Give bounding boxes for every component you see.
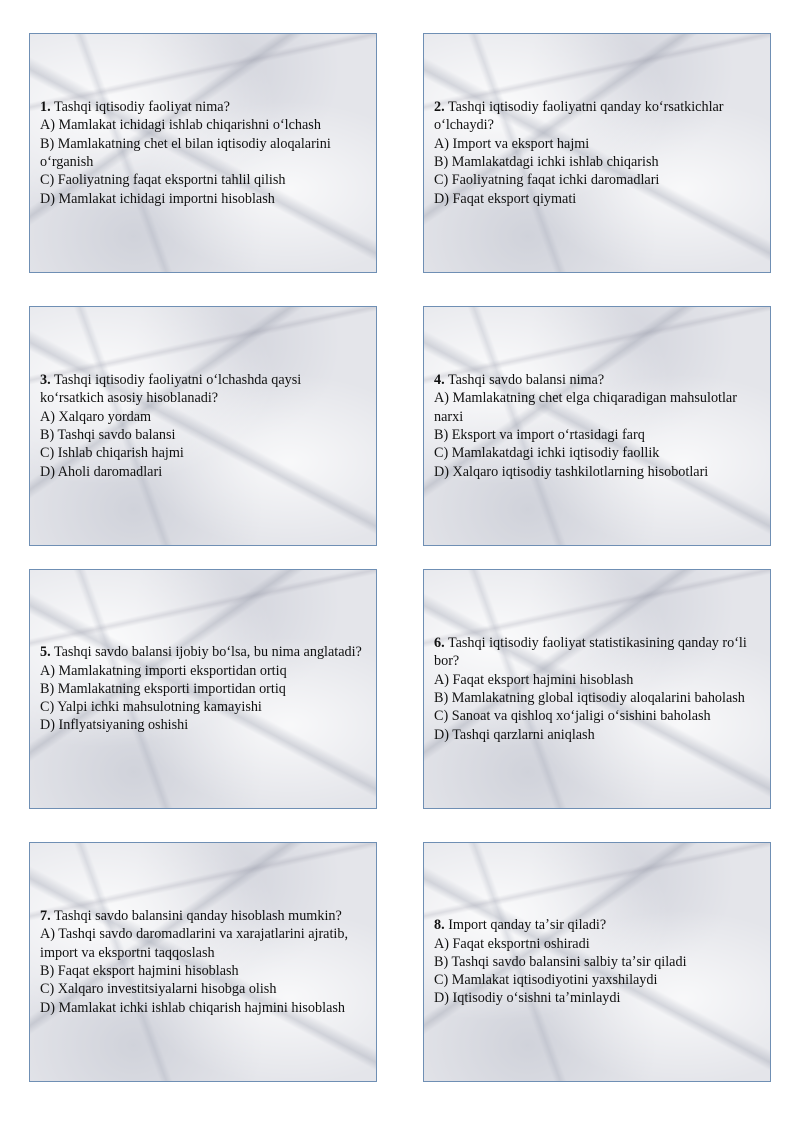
option-a: A) Faqat eksportni oshiradi: [434, 935, 590, 952]
option-d: D) Iqtisodiy oʻsishni taʼminlaydi: [434, 990, 621, 1007]
question-card-7: [29, 842, 377, 1082]
option-c: C) Mamlakat iqtisodiyotini yaxshilaydi: [434, 972, 658, 989]
question-text: [40, 907, 366, 925]
question-label: Tashqi savdo balansini qanday hisoblash mumkin?: [53, 908, 342, 925]
option-b: B) Mamlakatning chet el bilan iqtisodiy aloqalarini oʻrganish: [40, 135, 331, 170]
question-text: [40, 643, 362, 661]
option-d: D) Xalqaro iqtisodiy tashkilotlarning hisobotlari: [434, 463, 709, 480]
question-label: Tashqi savdo balansi ijobiy boʻlsa, bu nima anglatadi?: [53, 644, 362, 661]
option-a: A) Tashqi savdo daromadlarini va xarajatlarini ajratib, import va eksportni taqqoslash: [40, 926, 349, 961]
option-a: A) Mamlakatning chet elga chiqaradigan mahsulotlar narxi: [434, 390, 737, 425]
option-c: C) Faoliyatning faqat eksportni tahlil qilish: [40, 172, 286, 189]
question-number: 6.: [434, 635, 445, 652]
question-label: Tashqi iqtisodiy faoliyatni oʻlchashda qaysi koʻrsatkich asosiy hisoblanadi?: [40, 372, 302, 407]
option-b: B) Mamlakatning eksporti importidan ortiq: [40, 680, 286, 697]
option-c: C) Yalpi ichki mahsulotning kamayishi: [40, 699, 262, 716]
option-c: C) Mamlakatdagi ichki iqtisodiy faollik: [434, 445, 660, 462]
question-label: Tashqi iqtisodiy faoliyatni qanday koʻrsatkichlar oʻlchaydi?: [434, 99, 724, 134]
question-number: 7.: [40, 908, 51, 925]
question-card-8: [423, 842, 771, 1082]
question-number: 8.: [434, 917, 445, 934]
question-text: [434, 371, 760, 389]
option-d: D) Inflyatsiyaning oshishi: [40, 717, 189, 734]
question-number: 1.: [40, 99, 51, 116]
question-number: 4.: [434, 372, 445, 389]
question-label: Import qanday taʼsir qiladi?: [448, 917, 607, 934]
question-text: [434, 916, 687, 934]
option-b: B) Tashqi savdo balansini salbiy taʼsir qiladi: [434, 953, 687, 970]
question-card-2: [423, 33, 771, 273]
option-d: D) Mamlakat ichidagi importni hisoblash: [40, 190, 275, 207]
question-card-4: [423, 306, 771, 546]
question-text: [434, 98, 760, 135]
question-label: Tashqi savdo balansi nima?: [447, 372, 605, 389]
question-text: [40, 98, 366, 116]
option-d: D) Faqat eksport qiymati: [434, 190, 577, 207]
question-number: 3.: [40, 372, 51, 389]
question-card-1: [29, 33, 377, 273]
question-number: 2.: [434, 99, 445, 116]
option-b: B) Tashqi savdo balansi: [40, 427, 176, 443]
option-d: D) Mamlakat ichki ishlab chiqarish hajmini hisoblash: [40, 999, 345, 1016]
question-label: Tashqi iqtisodiy faoliyat nima?: [53, 99, 230, 116]
option-c: C) Xalqaro investitsiyalarni hisobga olish: [40, 981, 277, 998]
option-d: D) Aholi daromadlari: [40, 463, 163, 480]
option-b: B) Eksport va import oʻrtasidagi farq: [434, 427, 645, 443]
question-card-5: [29, 569, 377, 809]
option-b: B) Mamlakatning global iqtisodiy aloqalarini baholash: [434, 690, 745, 706]
option-a: A) Mamlakatning importi eksportidan ortiq: [40, 662, 287, 679]
option-c: C) Ishlab chiqarish hajmi: [40, 445, 184, 462]
question-label: Tashqi iqtisodiy faoliyat statistikasining qanday roʻli bor?: [434, 635, 747, 670]
option-a: A) Mamlakat ichidagi ishlab chiqarishni oʻlchash: [40, 117, 321, 134]
question-card-6: [423, 569, 771, 809]
option-a: A) Faqat eksport hajmini hisoblash: [434, 671, 634, 688]
question-card-3: [29, 306, 377, 546]
question-text: [434, 634, 760, 671]
option-a: A) Xalqaro yordam: [40, 408, 152, 425]
option-b: B) Faqat eksport hajmini hisoblash: [40, 963, 239, 979]
option-c: C) Faoliyatning faqat ichki daromadlari: [434, 172, 660, 189]
option-a: A) Import va eksport hajmi: [434, 135, 590, 152]
question-number: 5.: [40, 644, 51, 661]
option-b: B) Mamlakatdagi ichki ishlab chiqarish: [434, 154, 659, 170]
option-c: C) Sanoat va qishloq xoʻjaligi oʻsishini baholash: [434, 708, 711, 725]
option-d: D) Tashqi qarzlarni aniqlash: [434, 726, 595, 743]
question-text: [40, 371, 366, 408]
